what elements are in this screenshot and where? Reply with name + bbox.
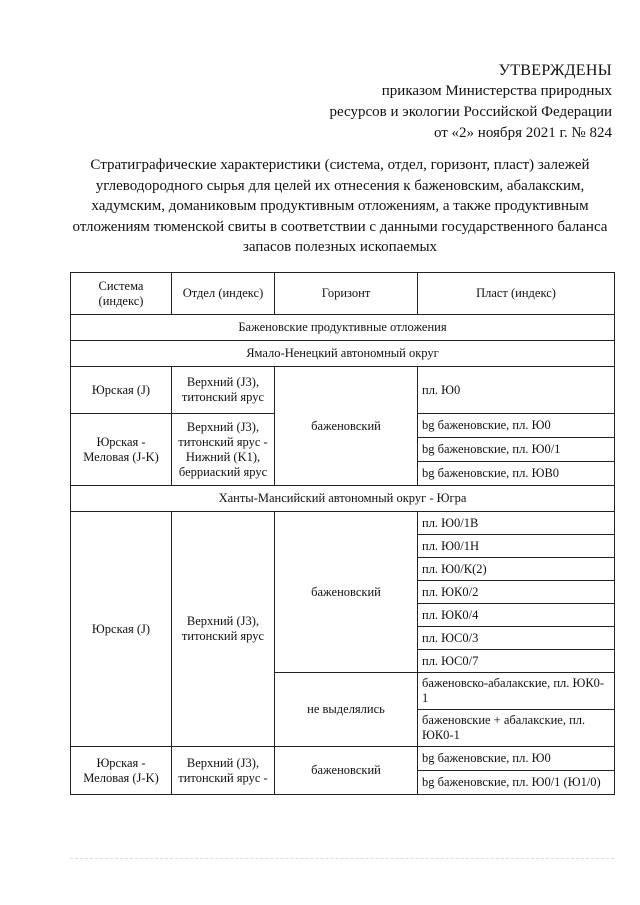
document-title: Стратиграфические характеристики (система, отдел, горизонт, пласт) залежей углеводородного сырья для целей их отнесения к баженовским, абалакским, хадумским, доманиковым продуктивным отложениям, а также продуктивным отложениям тюменской свиты в соответствии с данными государственного баланса запасов полезных ископаемых (72, 157, 608, 256)
header-department: Отдел (индекс) (172, 273, 275, 315)
layer-cell: пл. Ю0/1Н (418, 535, 615, 558)
table-row (71, 512, 615, 535)
region2-name: Ханты-Мансийский автономный округ - Югра (71, 486, 615, 512)
table-header-row (71, 273, 615, 315)
horizon-cell: баженовский (275, 512, 418, 673)
layer-cell: баженовские + абалакские, пл. ЮК0-1 (418, 710, 615, 747)
header-horizon: Горизонт (275, 273, 418, 315)
layer-cell: пл. Ю0/К(2) (418, 558, 615, 581)
section-title: Баженовские продуктивные отложения (71, 315, 615, 341)
region-row (71, 341, 615, 367)
horizon-cell: не выделялись (275, 673, 418, 747)
department-cell: Верхний (J3), титонский ярус (172, 512, 275, 747)
region-row (71, 486, 615, 512)
system-cell: Юрская (J) (71, 512, 172, 747)
layer-cell: пл. ЮК0/2 (418, 581, 615, 604)
department-cell: Верхний (J3), титонский ярус - (172, 747, 275, 795)
layer-cell: bg баженовские, пл. Ю0/1 (418, 438, 615, 462)
layer-cell: пл. ЮК0/4 (418, 604, 615, 627)
region1-name: Ямало-Ненецкий автономный округ (71, 341, 615, 367)
stratigraphy-table (70, 272, 615, 795)
page-footer-divider (70, 858, 614, 859)
approval-title: УТВЕРЖДЕНЫ (498, 62, 612, 79)
header-layer: Пласт (индекс) (418, 273, 615, 315)
layer-cell: баженовско-абалакские, пл. ЮК0-1 (418, 673, 615, 710)
department-cell: Верхний (J3), титонский ярус (172, 367, 275, 414)
layer-cell: пл. Ю0 (418, 367, 615, 414)
section-row (71, 315, 615, 341)
system-cell: Юрская - Меловая (J-K) (71, 414, 172, 486)
approval-line-2: ресурсов и экологии Российской Федерации (329, 104, 612, 120)
horizon-cell: баженовский (275, 747, 418, 795)
layer-cell: пл. Ю0/1В (418, 512, 615, 535)
table-row (71, 367, 615, 414)
approval-line-3: от «2» ноября 2021 г. № 824 (433, 125, 612, 141)
layer-cell: bg баженовские, пл. ЮВ0 (418, 462, 615, 486)
horizon-cell: баженовский (275, 367, 418, 486)
layer-cell: пл. ЮС0/3 (418, 627, 615, 650)
layer-cell: bg баженовские, пл. Ю0 (418, 747, 615, 771)
layer-cell: пл. ЮС0/7 (418, 650, 615, 673)
system-cell: Юрская - Меловая (J-K) (71, 747, 172, 795)
header-system: Система (индекс) (71, 273, 172, 315)
approval-block (330, 60, 612, 144)
department-cell: Верхний (J3), титонский ярус - Нижний (K1), берриаский ярус (172, 414, 275, 486)
layer-cell: bg баженовские, пл. Ю0 (418, 414, 615, 438)
system-cell: Юрская (J) (71, 367, 172, 414)
layer-cell: bg баженовские, пл. Ю0/1 (Ю1/0) (418, 771, 615, 795)
approval-line-1: приказом Министерства природных (381, 83, 612, 99)
table-row (71, 747, 615, 771)
